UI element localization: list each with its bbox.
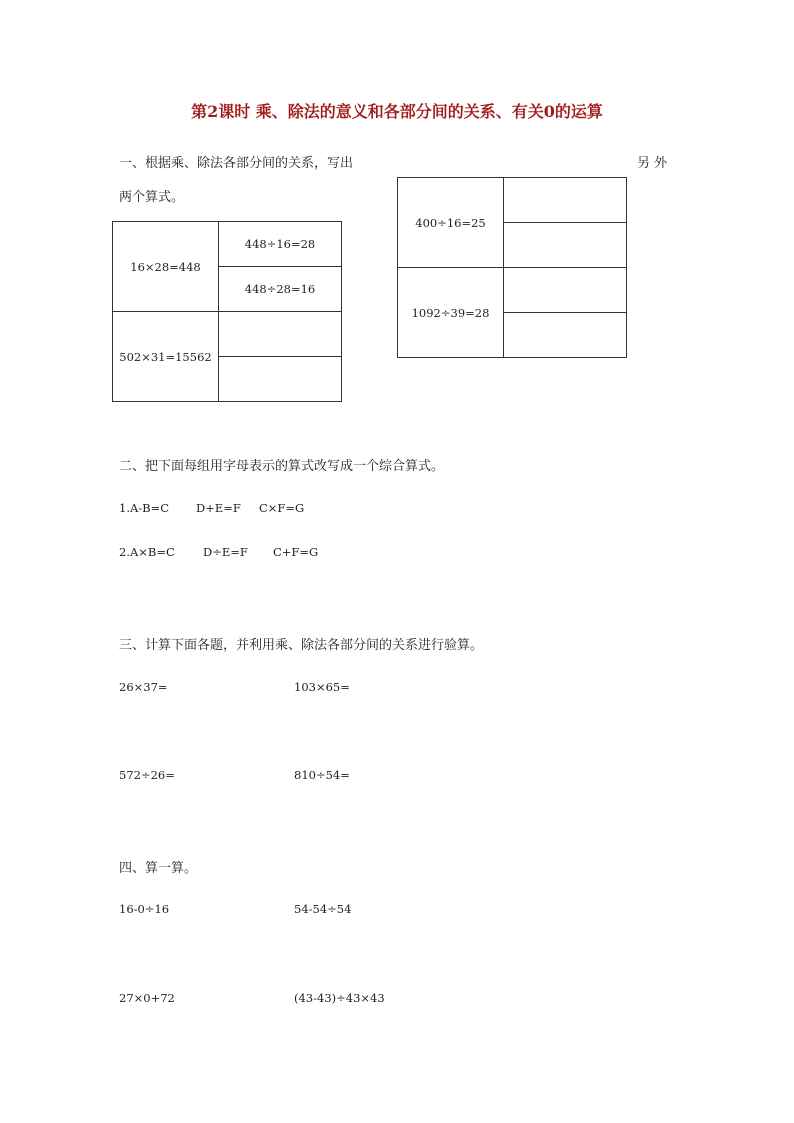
answer-cell[interactable] [504, 178, 627, 223]
given-equation: 400÷16=25 [398, 178, 504, 268]
section3-heading: 三、计算下面各题，并利用乘、除法各部分间的关系进行验算。 [119, 638, 484, 653]
answer-cell[interactable] [219, 312, 342, 357]
answer-cell[interactable] [504, 223, 627, 268]
answer-cell[interactable] [504, 313, 627, 358]
answer-cell[interactable]: 448÷16=28 [219, 222, 342, 267]
expression: C+F=G [273, 545, 319, 559]
section4-heading: 四、算一算。 [119, 861, 198, 876]
calc-problem: 572÷26= [119, 768, 175, 782]
right-relation-table [397, 177, 627, 358]
calc-problem: (43-43)÷43×43 [294, 991, 385, 1005]
expression: 1.A-B=C [119, 501, 170, 515]
section1-heading-line2: 两个算式。 [119, 190, 185, 205]
expression: 2.A×B=C [119, 545, 175, 559]
calc-problem: 26×37= [119, 680, 168, 694]
section1-heading-continued: 另 外 [637, 156, 668, 171]
calc-problem: 103×65= [294, 680, 350, 694]
expression: D+E=F [196, 501, 241, 515]
page-title: 第2课时 乘、除法的意义和各部分间的关系、有关0的运算 [191, 102, 603, 121]
expression: D÷E=F [203, 545, 248, 559]
answer-cell[interactable] [504, 268, 627, 313]
calc-problem: 810÷54= [294, 768, 350, 782]
given-equation: 1092÷39=28 [398, 268, 504, 358]
answer-cell[interactable] [219, 357, 342, 402]
calc-problem: 54-54÷54 [294, 902, 352, 916]
calc-problem: 27×0+72 [119, 991, 175, 1005]
section1-heading: 一、根据乘、除法各部分间的关系，写出 [119, 156, 354, 171]
section2-heading: 二、把下面每组用字母表示的算式改写成一个综合算式。 [119, 459, 445, 474]
left-relation-table [112, 221, 342, 402]
given-equation: 16×28=448 [113, 222, 219, 312]
calc-problem: 16-0÷16 [119, 902, 170, 916]
expression: C×F=G [259, 501, 305, 515]
given-equation: 502×31=15562 [113, 312, 219, 402]
answer-cell[interactable]: 448÷28=16 [219, 267, 342, 312]
